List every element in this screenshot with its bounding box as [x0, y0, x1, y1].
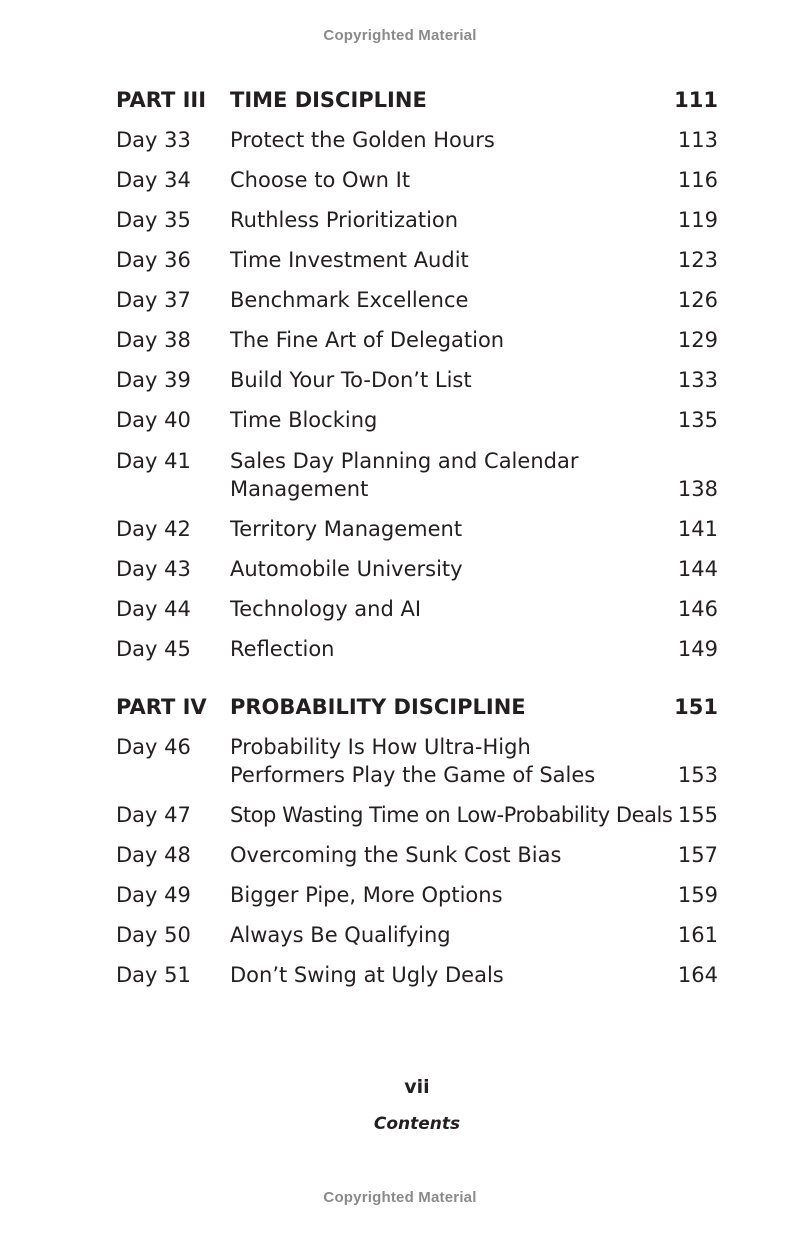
entry-title: Don’t Swing at Ugly Deals — [230, 963, 504, 987]
entry-title: Bigger Pipe, More Options — [230, 883, 503, 907]
entry-title: Technology and AI — [230, 597, 422, 621]
entry-title: The Fine Art of Delegation — [230, 328, 505, 352]
entry-page-number: 144 — [677, 557, 718, 581]
entry-day-label: Day 50 — [116, 923, 191, 947]
entry-page-number: 161 — [677, 923, 718, 947]
entry-day-label: Day 44 — [116, 597, 191, 621]
entry-day-label: Day 35 — [116, 208, 191, 232]
entry-page-number: 138 — [677, 477, 718, 501]
entry-day-label: Day 36 — [116, 248, 191, 272]
entry-page-number: 135 — [677, 408, 718, 432]
entry-day-label: Day 42 — [116, 517, 191, 541]
entry-day-label: Day 45 — [116, 637, 191, 661]
entry-page-number: 149 — [677, 637, 718, 661]
entry-day-label: Day 34 — [116, 168, 191, 192]
entry-day-label: Day 39 — [116, 368, 191, 392]
entry-title: Stop Wasting Time on Low-Probability Deals — [230, 803, 673, 827]
entry-title: Reflection — [230, 637, 335, 661]
part-label: PART IV — [116, 695, 207, 719]
entry-page-number: 146 — [677, 597, 718, 621]
part-label: PART III — [116, 88, 207, 112]
entry-day-label: Day 43 — [116, 557, 191, 581]
entry-title-continued: Management — [230, 477, 369, 501]
entry-page-number: 164 — [677, 963, 718, 987]
entry-day-label: Day 51 — [116, 963, 191, 987]
entry-title: Probability Is How Ultra-High — [230, 735, 531, 759]
entry-page-number: 113 — [677, 128, 718, 152]
entry-page-number: 116 — [677, 168, 718, 192]
running-head: Contents — [373, 1114, 461, 1134]
entry-page-number: 123 — [677, 248, 718, 272]
entry-title: Automobile University — [230, 557, 463, 581]
entry-page-number: 126 — [677, 288, 718, 312]
entry-page-number: 129 — [677, 328, 718, 352]
entry-title: Sales Day Planning and Calendar — [230, 449, 579, 473]
entry-day-label: Day 37 — [116, 288, 191, 312]
entry-title: Territory Management — [230, 517, 463, 541]
entry-title: Time Blocking — [230, 408, 378, 432]
entry-page-number: 133 — [677, 368, 718, 392]
entry-page-number: 157 — [677, 843, 718, 867]
part-title: TIME DISCIPLINE — [230, 88, 427, 112]
entry-day-label: Day 48 — [116, 843, 191, 867]
entry-page-number: 141 — [677, 517, 718, 541]
entry-day-label: Day 46 — [116, 735, 191, 759]
entry-title: Protect the Golden Hours — [230, 128, 495, 152]
entry-day-label: Day 47 — [116, 803, 191, 827]
part-page-number: 111 — [674, 88, 718, 112]
entry-title: Choose to Own It — [230, 168, 411, 192]
entry-title-continued: Performers Play the Game of Sales — [230, 763, 596, 787]
page-number: vii — [404, 1076, 430, 1098]
copyright-watermark-top: Copyrighted Material — [323, 27, 477, 44]
part-page-number: 151 — [674, 695, 718, 719]
copyright-watermark-bottom: Copyrighted Material — [323, 1189, 477, 1206]
entry-title: Always Be Qualifying — [230, 923, 451, 947]
entry-page-number: 153 — [677, 763, 718, 787]
entry-title: Benchmark Excellence — [230, 288, 469, 312]
entry-day-label: Day 49 — [116, 883, 191, 907]
entry-page-number: 159 — [677, 883, 718, 907]
entry-day-label: Day 41 — [116, 449, 191, 473]
entry-title: Overcoming the Sunk Cost Bias — [230, 843, 562, 867]
entry-day-label: Day 38 — [116, 328, 191, 352]
entry-day-label: Day 40 — [116, 408, 191, 432]
entry-title: Ruthless Prioritization — [230, 208, 459, 232]
entry-page-number: 155 — [677, 803, 718, 827]
entry-title: Time Investment Audit — [230, 248, 469, 272]
part-title: PROBABILITY DISCIPLINE — [230, 695, 526, 719]
entry-title: Build Your To-Don’t List — [230, 368, 472, 392]
entry-page-number: 119 — [677, 208, 718, 232]
entry-day-label: Day 33 — [116, 128, 191, 152]
